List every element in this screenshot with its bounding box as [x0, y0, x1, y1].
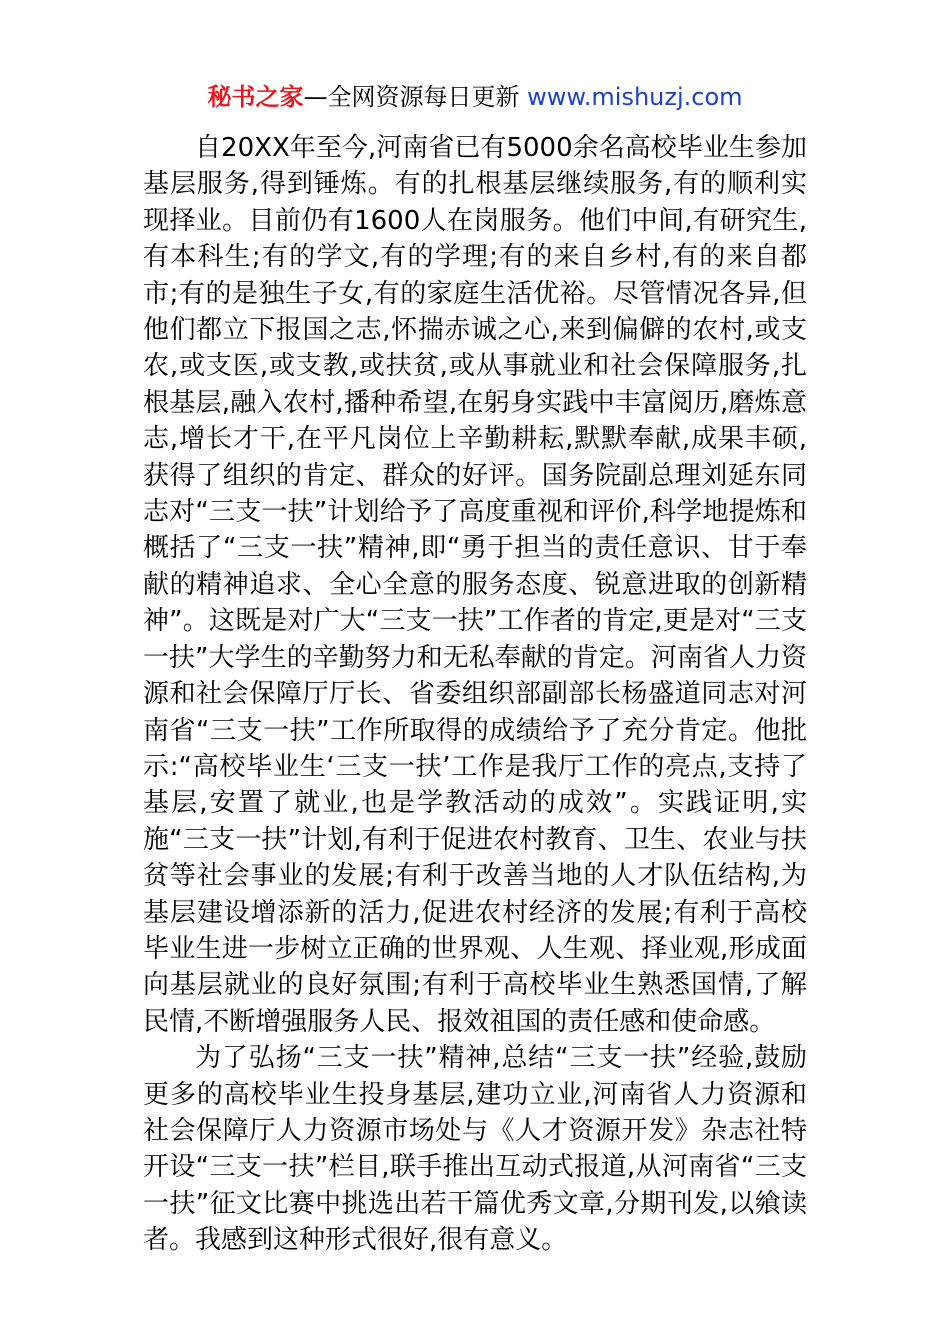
page-header — [0, 82, 950, 112]
article-body — [143, 130, 807, 1259]
site-brand: 秘书之家 — [207, 83, 304, 111]
paragraph-1: 自20XX年至今,河南省已有5000余名高校毕业生参加基层服务,得到锤炼。有的扎根基层继续服务,有的顺利实现择业。目前仍有1600人在岗服务。他们中间,有研究生,有本科生;有的学文,有的学理;有的来自乡村,有的来自都市;有的是独生子女,有的家庭生活优裕。尽管情况各异,但他们都立下报国之志,怀揣赤诚之心,来到偏僻的农村,或支农,或支医,或支教,或扶贫,或从事就业和社会保障服务,扎根基层,融入农村,播种希望,在躬身实践中丰富阅历,磨炼意志,增长才干,在平凡岗位上辛勤耕耘,默默奉献,成果丰硕,获得了组织的肯定、群众的好评。国务院副总理刘延东同志对“三支一扶”计划给予了高度重视和评价,科学地提炼和概括了“三支一扶”精神,即“勇于担当的责任意识、甘于奉献的精神追求、全心全意的服务态度、锐意进取的创新精神”。这既是对广大“三支一扶”工作者的肯定,更是对“三支一扶”大学生的辛勤努力和无私奉献的肯定。河南省人力资源和社会保障厅厅长、省委组织部副部长杨盛道同志对河南省“三支一扶”工作所取得的成绩给予了充分肯定。他批示:“高校毕业生‘三支一扶’工作是我厅工作的亮点,支持了基层,安置了就业,也是学教活动的成效”。实践证明,实施“三支一扶”计划,有利于促进农村教育、卫生、农业与扶贫等社会事业的发展;有利于改善当地的人才队伍结构,为基层建设增添新的活力,促进农村经济的发展;有利于高校毕业生进一步树立正确的世界观、人生观、择业观,形成面向基层就业的良好氛围;有利于高校毕业生熟悉国情,了解民情,不断增强服务人民、报效祖国的责任感和使命感。 — [143, 133, 807, 1037]
site-tagline: —全网资源每日更新 — [303, 83, 520, 111]
paragraph-2: 为了弘扬“三支一扶”精神,总结“三支一扶”经验,鼓励更多的高校毕业生投身基层,建功立业,河南省人力资源和社会保障厅人力资源市场处与《人才资源开发》杂志社特开设“三支一扶”栏目,联手推出互动式报道,从河南省“三支一扶”征文比赛中挑选出若干篇优秀文章,分期刊发,以飨读者。我感到这种形式很好,很有意义。 — [143, 1043, 807, 1256]
site-url-link[interactable]: www.mishuzj.com — [527, 83, 743, 111]
